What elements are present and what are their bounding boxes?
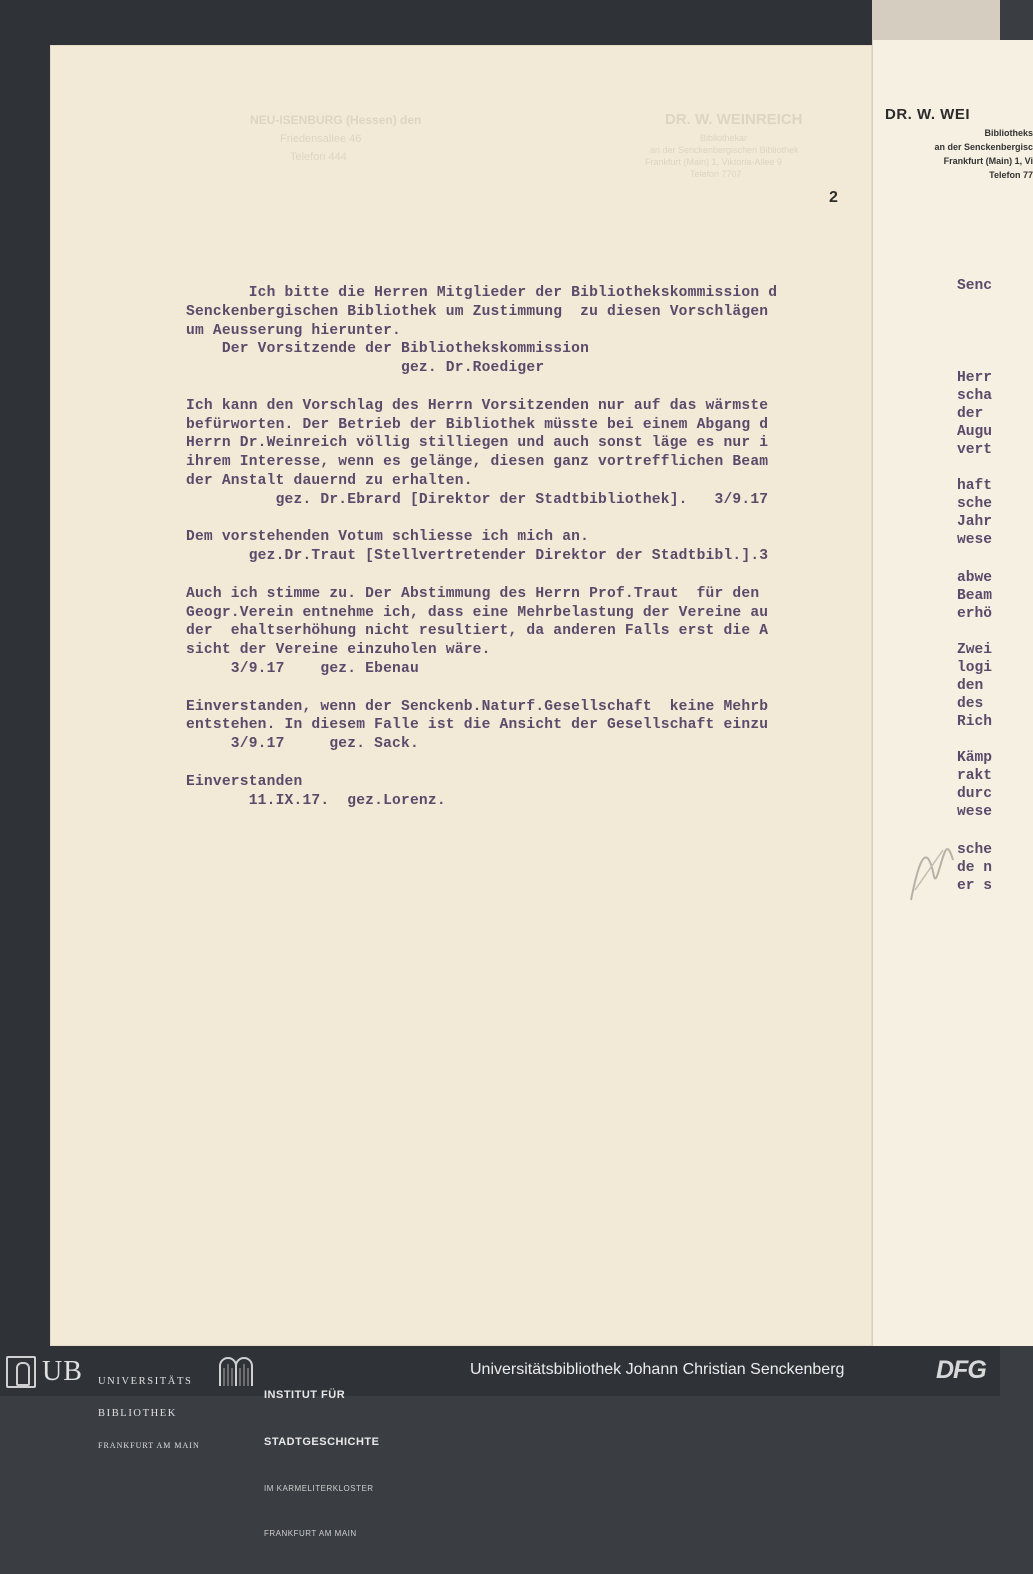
dfg-logo[interactable]: DFG (936, 1356, 986, 1384)
right-text-fragment: der (957, 406, 993, 422)
typed-line: 11.IX.17. gez.Lorenz. (186, 792, 446, 809)
typed-line: der Anstalt dauernd zu erhalten. (186, 473, 473, 489)
typed-line: Einverstanden, wenn der Senckenb.Naturf.Gesellschaft keine Mehrb (186, 698, 769, 715)
right-text-fragment: de n (957, 860, 993, 876)
right-text-fragment: sche (957, 496, 993, 512)
right-text-fragment: Jahr (957, 514, 993, 530)
isg-logo[interactable] (218, 1352, 418, 1538)
document-page-right (872, 40, 1033, 1346)
typed-line: Ich kann den Vorschlag des Herrn Vorsitzenden nur auf das wärmste (186, 397, 769, 414)
typed-line: Senckenbergischen Bibliothek um Zustimmung zu diesen Vorschlägen (186, 303, 769, 320)
typed-line: der ehaltserhöhung nicht resultiert, da anderen Falls erst die A (186, 623, 769, 640)
right-text-fragment: wese (957, 532, 993, 548)
signature-mark (903, 830, 963, 910)
ghost-line-1: NEU-ISENBURG (Hessen) den (250, 113, 422, 127)
ghost-right-line-4: Telefon 7707 (690, 169, 742, 179)
isg-text-line-3: IM KARMELITERKLOSTER (264, 1484, 374, 1493)
ghost-right-line-1: Bibliothekar (700, 133, 748, 143)
right-text-fragment: durc (957, 786, 993, 802)
isg-text (264, 1354, 379, 1574)
typed-line: ihrem Interesse, wenn es gelänge, diesen ganz vortrefflichen Beam (186, 454, 769, 471)
right-letterhead-line-1: Bibliotheks (984, 128, 1033, 138)
ub-text-line-2: BIBLIOTHEK (98, 1408, 177, 1419)
ub-text (98, 1357, 200, 1471)
typed-line: 3/9.17 gez. Sack. (186, 736, 419, 753)
right-letterhead-title: DR. W. WEI (885, 106, 970, 123)
typed-line: Herrn Dr.Weinreich völlig stilliegen und auch sonst läge es nur i (186, 435, 769, 452)
ghost-line-2: Friedensallee 46 (280, 133, 362, 145)
right-text-fragment: Kämp (957, 750, 993, 766)
right-letterhead-line-4: Telefon 77 (989, 170, 1033, 180)
right-text-fragment: Zwei (957, 642, 993, 658)
typed-line: Geogr.Verein entnehme ich, dass eine Mehrbelastung der Vereine au (186, 604, 769, 621)
right-text-fragment: scha (957, 388, 993, 404)
right-text-fragment: Herr (957, 370, 993, 386)
ub-logo[interactable] (6, 1354, 206, 1450)
right-text-fragment: abwe (957, 570, 993, 586)
ub-text-line-3: FRANKFURT AM MAIN (98, 1441, 200, 1450)
typed-line: entstehen. In diesem Falle ist die Ansicht der Gesellschaft einzu (186, 717, 769, 734)
ub-text-line-1: UNIVERSITÄTS (98, 1376, 193, 1387)
right-text-fragment: des (957, 696, 993, 712)
isg-text-line-1: INSTITUT FÜR (264, 1389, 346, 1401)
ub-letters: UB (42, 1356, 83, 1387)
right-text-fragment: sche (957, 842, 993, 858)
typed-line: gez. Dr.Roediger (186, 360, 545, 377)
right-text-fragment: vert (957, 442, 993, 458)
right-text-fragment: erhö (957, 606, 993, 622)
ghost-right-line-3: Frankfurt (Main) 1, Viktoria-Allee 9 (645, 157, 782, 167)
footer-bar (0, 1346, 1000, 1538)
typed-line: gez. Dr.Ebrard [Direktor der Stadtbibliothek]. 3/9.17 (186, 491, 769, 508)
right-text-fragment: logi (957, 660, 993, 676)
right-text-fragment: haft (957, 478, 993, 494)
right-text-fragment: er s (957, 878, 993, 894)
typed-line: befürworten. Der Betrieb der Bibliothek müsste bei einem Abgang d (186, 416, 769, 433)
typed-line: Der Vorsitzende der Bibliothekskommission (186, 341, 590, 358)
right-text-fragment: Augu (957, 424, 993, 440)
right-letterhead-line-2: an der Senckenbergisc (934, 142, 1033, 152)
typed-line: sicht der Vereine einzuholen wäre. (186, 642, 491, 659)
right-text-fragment: Beam (957, 588, 993, 604)
right-text-fragment: Senc (957, 278, 993, 294)
arch-icon (218, 1356, 254, 1386)
ub-emblem-icon (6, 1356, 36, 1388)
typewritten-body (186, 285, 872, 845)
page-number: 2 (829, 189, 838, 206)
typed-line: Einverstanden (186, 773, 303, 790)
right-letterhead-line-3: Frankfurt (Main) 1, Vi (943, 156, 1033, 166)
typed-line: Ich bitte die Herren Mitglieder der Bibliothekskommission d (186, 285, 778, 301)
ghost-title: DR. W. WEINREICH (665, 111, 803, 128)
footer-library-name[interactable]: Universitätsbibliothek Johann Christian Senckenberg (470, 1361, 845, 1378)
typed-line: Dem vorstehenden Votum schliesse ich mich an. (186, 529, 590, 546)
document-page-left (50, 45, 872, 1346)
typed-line: um Aeusserung hierunter. (186, 322, 401, 339)
isg-text-line-4: FRANKFURT AM MAIN (264, 1529, 357, 1538)
typed-line: gez.Dr.Traut [Stellvertretender Direktor der Stadtbibl.].3 (186, 548, 769, 565)
typed-line: 3/9.17 gez. Ebenau (186, 661, 419, 677)
right-text-fragment: wese (957, 804, 993, 820)
isg-text-line-2: STADTGESCHICHTE (264, 1436, 380, 1448)
right-text-fragment: Rich (957, 714, 993, 730)
right-text-fragment: rakt (957, 768, 993, 784)
ghost-right-line-2: an der Senckenbergischen Bibliothek (650, 145, 799, 155)
typed-line: Auch ich stimme zu. Der Abstimmung des Herrn Prof.Traut für den (186, 585, 760, 602)
right-text-fragment: den (957, 678, 993, 694)
ghost-line-3: Telefon 444 (290, 151, 347, 163)
